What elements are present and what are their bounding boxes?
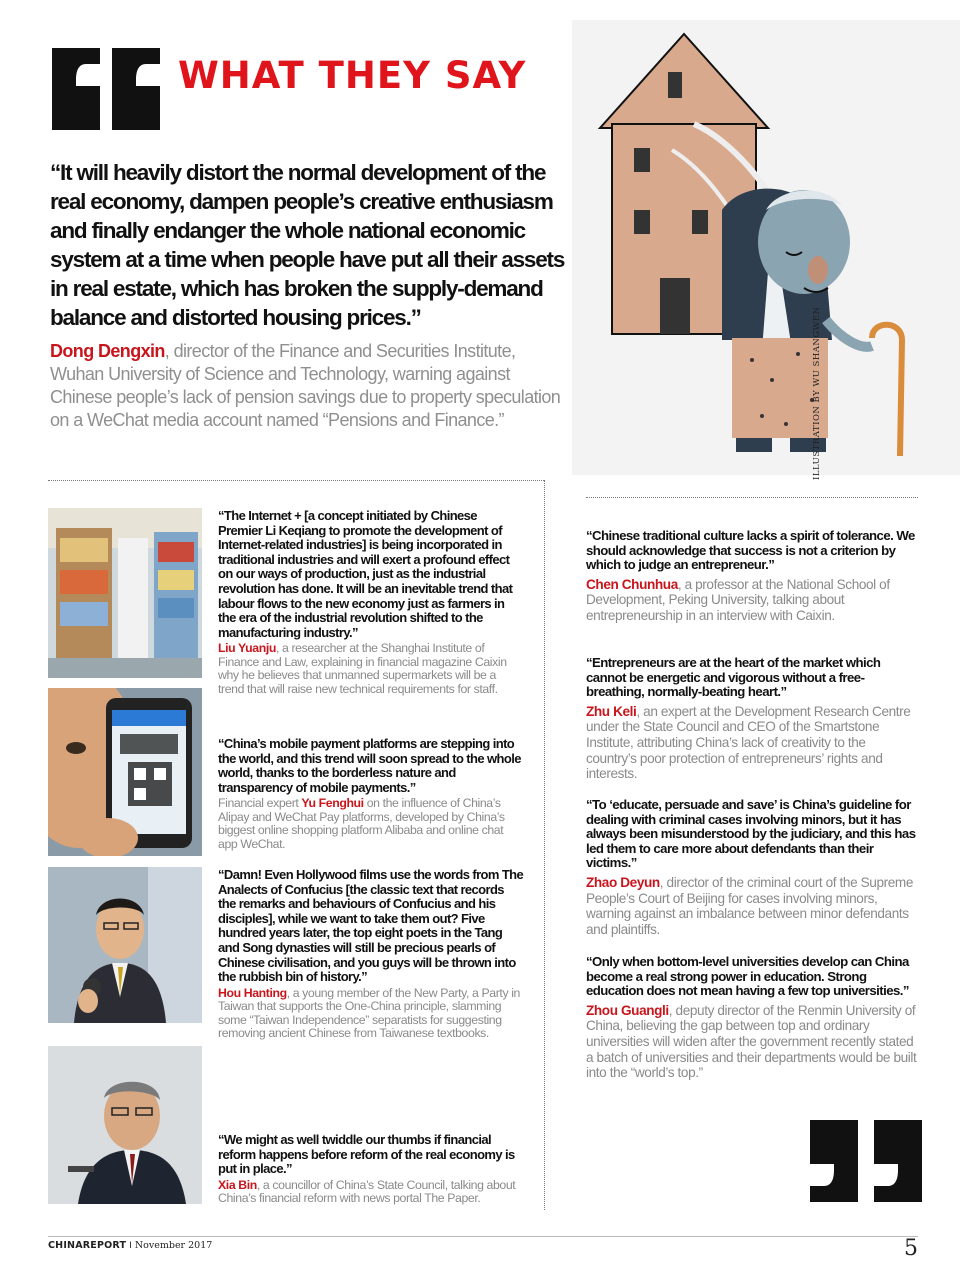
left-speaker-name-2: Yu Fenghui xyxy=(301,796,364,811)
left-attribution-3 xyxy=(218,987,524,1041)
close-quote-icon xyxy=(806,1116,928,1208)
left-quote-1: “The Internet + [a concept initiated by Chinese Premier Li Keqiang to promote the development of Internet-related industries] is being incorporated in traditional industries and will exert a profound effect on our ways of production, just as the industrial revolution has done. It will be an inevitable trend that labour flows to the new economy just as farmers in the era of the industrial revolution shifted to the manufacturing industry.” xyxy=(218,508,513,640)
right-quote-2: “Entrepreneurs are at the heart of the market which cannot be energetic and vigorous without a free-breathing, normally-beating heart.” xyxy=(586,655,881,700)
illustration-old-man-carrying-house xyxy=(572,20,960,475)
right-attribution-3 xyxy=(586,875,918,937)
magazine-name: CHINAREPORT xyxy=(48,1240,127,1251)
right-speaker-name-3: Zhao Deyun xyxy=(586,874,660,890)
photo-hou-hanting xyxy=(48,867,202,1023)
right-attribution-2-text: , an expert at the Development Research Centre under the State Council and CEO of the Smartstone Institute, attributing China’s lack of creativity to the country’s poor protection of entrepreneurs’ rights and interests. xyxy=(586,703,911,782)
left-quote-block-1 xyxy=(218,509,524,696)
right-attribution-1 xyxy=(586,577,918,624)
right-quote-3: “To ‘educate, persuade and save’ is China’s guideline for dealing with criminal cases involving minors, but it has always been misunderstood by the judiciary, and this has led them to care more about defendants than their victims.” xyxy=(586,797,916,871)
right-quote-block-2 xyxy=(586,656,918,782)
right-quote-block-3 xyxy=(586,798,918,937)
left-quote-2: “China’s mobile payment platforms are stepping into the world, and this trend will soon spread to the whole world, thanks to the borderless nature and transparency of mobile payments.” xyxy=(218,736,521,795)
left-attribution-2-pre: Financial expert xyxy=(218,796,302,811)
left-quote-block-2 xyxy=(218,737,524,851)
left-attribution-4 xyxy=(218,1179,524,1206)
main-speaker-name: Dong Dengxin xyxy=(50,341,165,361)
right-speaker-name-1: Chen Chunhua xyxy=(586,576,678,592)
left-quote-block-3 xyxy=(218,868,524,1040)
right-quote-block-1 xyxy=(586,529,918,624)
left-speaker-name-4: Xia Bin xyxy=(218,1177,257,1192)
photo-mobile-payment xyxy=(48,688,202,856)
right-quote-1: “Chinese traditional culture lacks a spirit of tolerance. We should acknowledge that success is not a criterion by which to judge an entrepreneur.” xyxy=(586,528,915,573)
right-attribution-1-text: , a professor at the National School of Development, Peking University, talking about entrepreneurship in an interview with Caixin. xyxy=(586,576,890,623)
left-attribution-2-text: on the influence of China’s Alipay and WeChat Pay platforms, developed by China’s biggest online shopping platform Alibaba and online chat app WeChat. xyxy=(218,796,505,851)
photo-xia-bin xyxy=(48,1046,202,1204)
right-quote-4: “Only when bottom-level universities develop can China become a real strong power in education. Strong education does not mean having a few top universities.” xyxy=(586,954,909,999)
page-title: WHAT THEY SAY xyxy=(178,54,527,97)
footer-separator: I xyxy=(129,1240,132,1251)
right-attribution-3-text: , director of the criminal court of the Supreme People’s Court of Beijing for cases involving minors, warning against an imbalance between minor defendants and plaintiffs. xyxy=(586,874,913,937)
left-quote-block-4 xyxy=(218,1133,524,1206)
right-speaker-name-4: Zhou Guangli xyxy=(586,1002,669,1018)
left-attribution-4-text: , a councillor of China’s State Council, talking about China’s financial reform with news portal The Paper. xyxy=(218,1177,516,1206)
right-speaker-name-2: Zhu Keli xyxy=(586,703,637,719)
left-speaker-name-3: Hou Hanting xyxy=(218,985,287,1000)
open-quote-icon xyxy=(48,42,166,134)
right-attribution-4-text: , deputy director of the Renmin University of China, believing the gap between top and ordinary universities will widen after the government recently stated a batch of universities and their departments would be built into the “world’s top.” xyxy=(586,1002,917,1081)
left-quote-3: “Damn! Even Hollywood films use the words from The Analects of Confucius [the classic text that records the remarks and behaviours of Confucius and his disciples], while we want to take them out? Five hundred years later, the top eight poets in the Tang and Song dynasties will still be precious pearls of Chinese civilisation, and you guys will be thrown into the rubbish bin of history.” xyxy=(218,867,524,985)
photo-unmanned-supermarket xyxy=(48,508,202,678)
left-attribution-3-text: , a young member of the New Party, a Party in Taiwan that supports the One-China principle, slamming some “Taiwan Independence” separatists for suggesting removing ancient Chinese from Taiwanese textbooks. xyxy=(218,985,520,1040)
right-column-top-divider xyxy=(586,497,918,498)
footer xyxy=(48,1240,212,1251)
left-attribution-2 xyxy=(218,797,524,851)
main-quote: “It will heavily distort the normal development of the real economy, dampen people’s creative enthusiasm and finally endanger the whole national economic system at a time when people have put all their assets in real estate, which has broken the supply-demand balance and distorted housing prices.” xyxy=(50,160,565,330)
right-quote-block-4 xyxy=(586,955,918,1081)
page-number: 5 xyxy=(904,1236,918,1261)
left-column-top-divider xyxy=(48,480,544,481)
column-divider xyxy=(544,480,545,1210)
left-attribution-1 xyxy=(218,642,524,696)
illustration-credit xyxy=(812,306,828,480)
issue-date: November 2017 xyxy=(134,1240,213,1251)
illustration-credit-text: ILLUSTRATION BY WU SHANGWEN xyxy=(812,306,822,480)
left-quote-4: “We might as well twiddle our thumbs if financial reform happens before reform of the real economy is put in place.” xyxy=(218,1132,515,1177)
left-attribution-1-text: , a researcher at the Shanghai Institute of Finance and Law, explaining in financial magazine Caixin why he believes that unmanned supermarkets will be a trend that will raise new technical requirements for staff. xyxy=(218,641,507,696)
left-speaker-name-1: Liu Yuanju xyxy=(218,641,276,656)
right-attribution-2 xyxy=(586,704,918,782)
right-attribution-4 xyxy=(586,1003,918,1081)
main-attribution xyxy=(50,340,570,432)
main-attribution-text: , director of the Finance and Securities Institute, Wuhan University of Science and Technology, warning against Chinese people’s lack of pension savings due to property speculation on a WeChat media account named “Pensions and Finance.” xyxy=(50,341,561,430)
footer-rule xyxy=(48,1236,918,1237)
